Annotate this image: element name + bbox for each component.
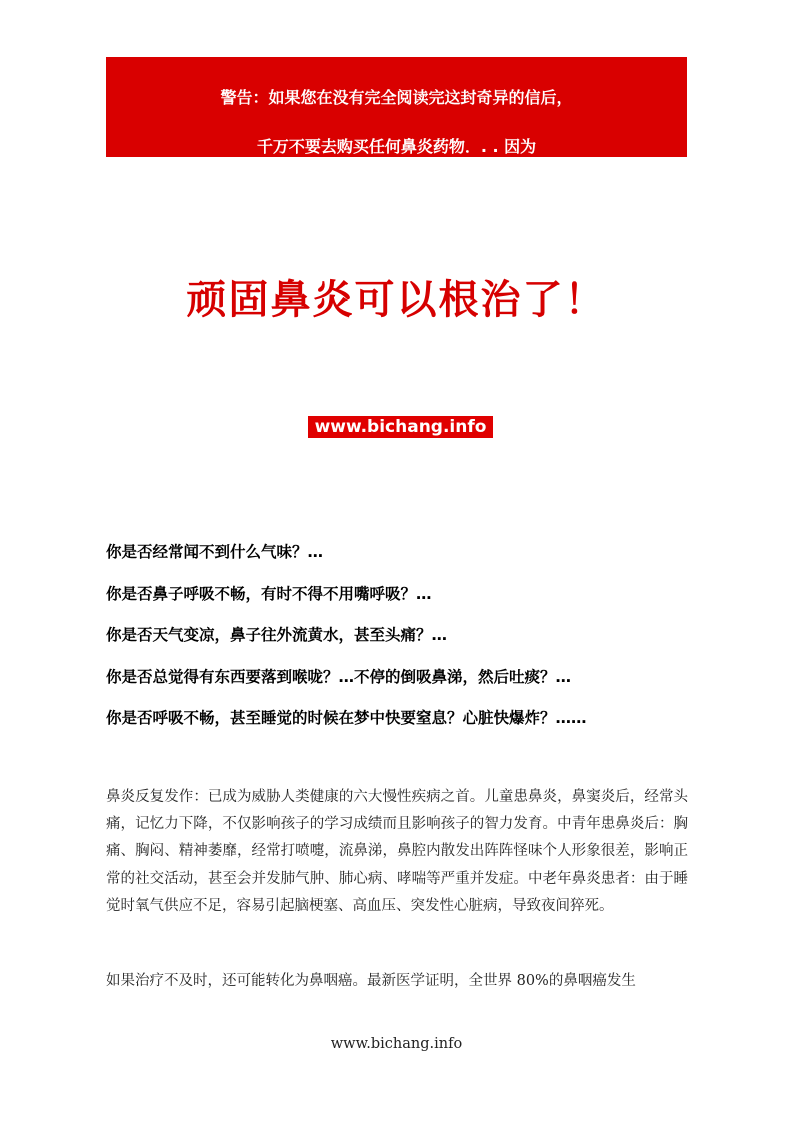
question-item: 你是否总觉得有东西要落到喉咙？…不停的倒吸鼻涕，然后吐痰？… bbox=[106, 667, 572, 686]
body-paragraph-2: 如果治疗不及时，还可能转化为鼻咽癌。最新医学证明，全世界 80%的鼻咽癌发生 bbox=[106, 973, 636, 989]
warning-banner bbox=[106, 57, 687, 157]
paragraph-text: ：已成为威胁人类健康的六大慢性疾病之首。儿童患鼻炎，鼻窦炎后，经常头痛，记忆力下降，不仅影响孩子的学习成绩而且影响孩子的智力发育。中青年患鼻炎后：胸痛、胸闷、精神萎靡，经常打喷嚏，流鼻涕，鼻腔内散发出阵阵怪味个人形象很差，影响正常的社交活动，甚至会并发肺气肿、肺心病、哮喘等严重并发症。中老年鼻炎患者：由于睡觉时氧气供应不足，容易引起脑梗塞、高血压、突发性心脏病，导致夜间猝死。 bbox=[106, 789, 689, 914]
footer-url: www.bichang.info bbox=[330, 1036, 463, 1052]
website-link[interactable]: www.bichang.info bbox=[308, 416, 493, 438]
question-item: 你是否鼻子呼吸不畅，有时不得不用嘴呼吸？… bbox=[106, 584, 432, 603]
question-item: 你是否天气变凉，鼻子往外流黄水，甚至头痛？… bbox=[106, 626, 448, 644]
symptom-questions bbox=[106, 540, 706, 748]
banner-line-1: 警告：如果您在没有完全阅读完这封奇异的信后， bbox=[220, 88, 573, 107]
paragraph-lead-term: 鼻炎反复发作 bbox=[106, 789, 194, 805]
question-item: 你是否经常闻不到什么气味？… bbox=[106, 543, 324, 561]
question-item: 你是否呼吸不畅，甚至睡觉的时候在梦中快要窒息？心脏快爆炸？…… bbox=[106, 709, 587, 727]
page-headline: 顽固鼻炎可以根治了！ bbox=[186, 277, 607, 323]
banner-line-2: 千万不要去购买任何鼻炎药物．. . 因为 bbox=[256, 137, 537, 156]
body-paragraph-1 bbox=[106, 784, 688, 920]
